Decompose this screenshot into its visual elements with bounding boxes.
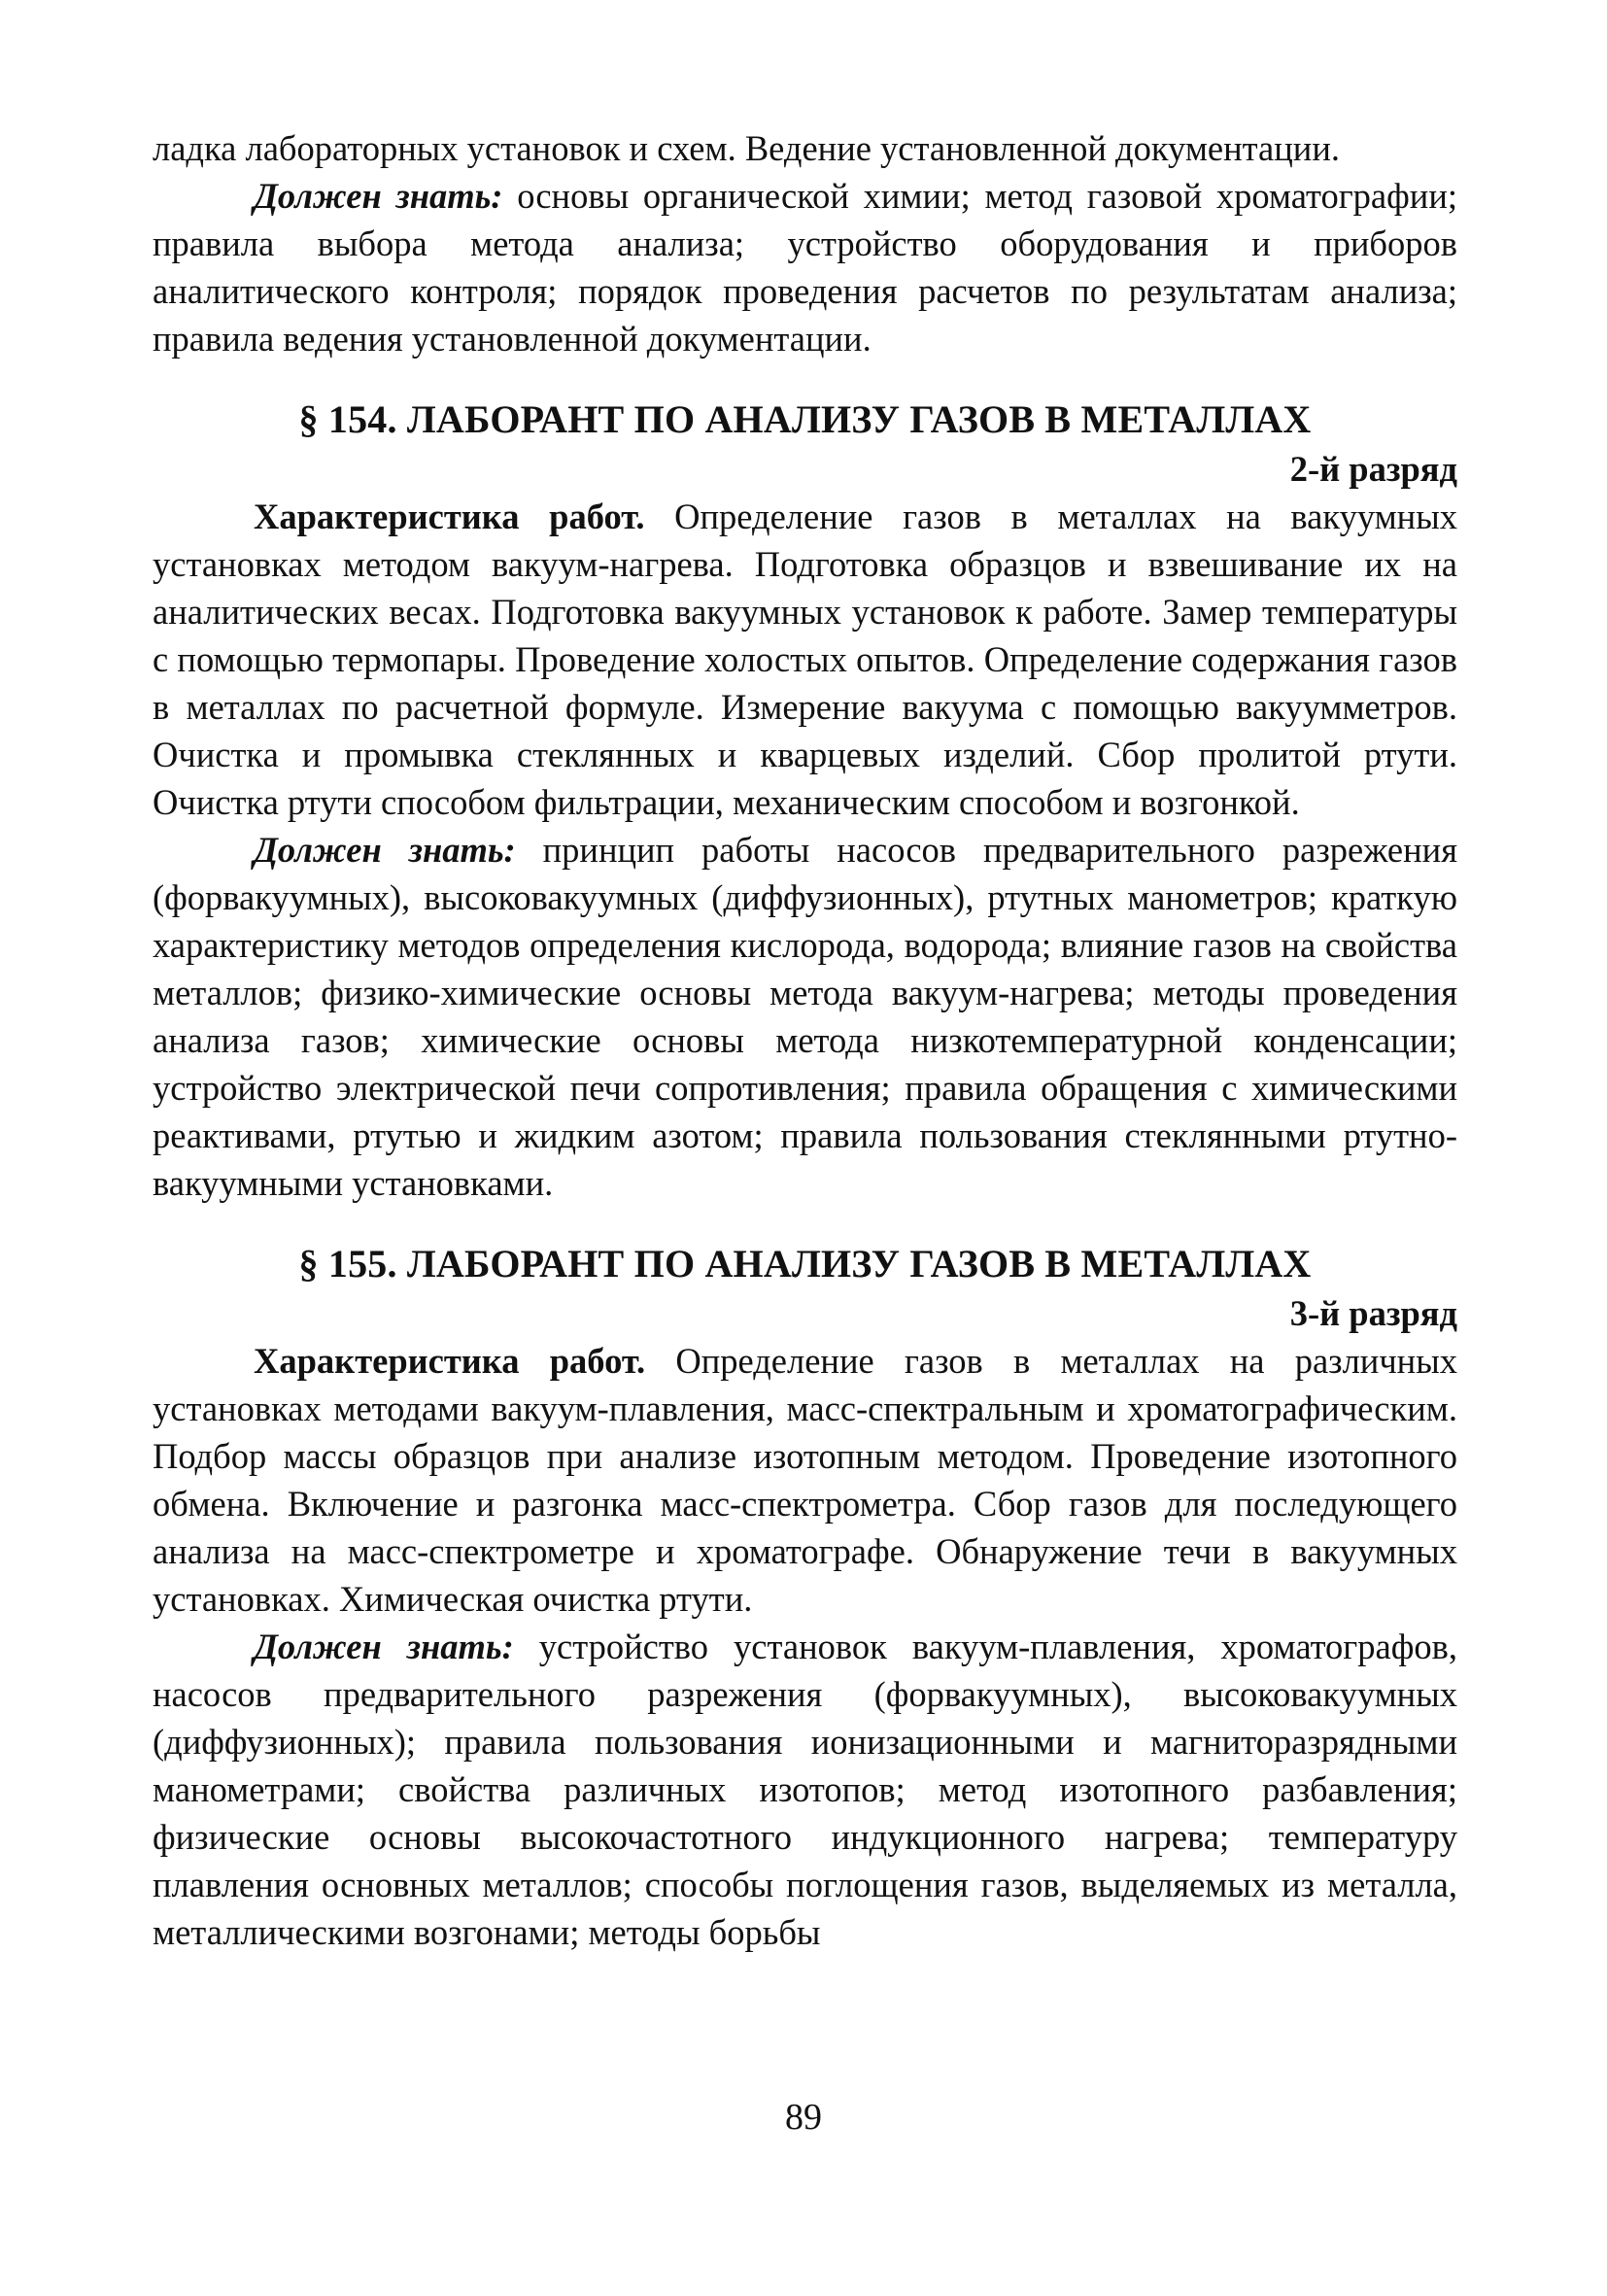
work-characteristic-155 (153, 1337, 1457, 1623)
section-title-155: § 155. ЛАБОРАНТ ПО АНАЛИЗУ ГАЗОВ В МЕТАЛЛАХ (298, 1242, 1312, 1285)
work-lead-155: Характеристика работ. (254, 1341, 646, 1381)
section-grade-154: 2-й разряд (1289, 449, 1457, 489)
knowledge-text-155: устройство установок вакуум-плавления, хроматографов, насосов предварительного разрежения (форвакуумных), высоковакуумных (диффузионных); правила пользования ионизационными и магниторазрядными манометрами; свойства различных изотопов; метод изотопного разбавления; физические основы высокочастотного индукционного нагрева; температуру плавления основных металлов; способы поглощения газов, выделяемых из металла, металлическими возгонами; методы борьбы (153, 1627, 1457, 1952)
work-text-154: Определение газов в металлах на вакуумных установках методом вакуум-нагрева. Подготовка образцов и взвешивание их на аналитических весах. Подготовка вакуумных установок к работе. Замер температуры с помощью термопары. Проведение холостых опытов. Определение содержания газов в металлах по расчетной формуле. Измерение вакуума с помощью вакуумметров. Очистка и промывка стеклянных и кварцевых изделий. Сбор пролитой ртути. Очистка ртути способом фильтрации, механическим способом и возгонкой. (153, 497, 1457, 822)
prev-knowledge-paragraph (153, 172, 1457, 362)
prev-knowledge-text: основы органической химии; метод газовой хроматографии; правила выбора метода анализа; устройство оборудования и приборов аналитического контроля; порядок проведения расчетов по результатам анализа; правила ведения установленной документации. (153, 176, 1457, 359)
knowledge-154 (153, 826, 1457, 1207)
prev-knowledge-lead: Должен знать: (254, 176, 503, 216)
knowledge-lead-155: Должен знать: (254, 1627, 514, 1666)
work-characteristic-154 (153, 493, 1457, 826)
document-page (153, 124, 1457, 1956)
knowledge-text-154: принцип работы насосов предварительного разрежения (форвакуумных), высоковакуумных (диффузионных), ртутных манометров; краткую характеристику методов определения кислорода, водорода; влияние газов на свойства металлов; физико-химические основы метода вакуум-нагрева; методы проведения анализа газов; химические основы метода низкотемпературной конденсации; устройство электрической печи сопротивления; правила обращения с химическими реактивами, ртутью и жидким азотом; правила пользования стеклянными ртутно-вакуумными установками. (153, 830, 1457, 1203)
work-lead-154: Характеристика работ. (254, 497, 645, 536)
knowledge-lead-154: Должен знать: (254, 830, 516, 870)
knowledge-155 (153, 1623, 1457, 1956)
section-title-154: § 154. ЛАБОРАНТ ПО АНАЛИЗУ ГАЗОВ В МЕТАЛЛАХ (298, 397, 1312, 441)
section-grade-155: 3-й разряд (1289, 1293, 1457, 1333)
continuation-paragraph: ладка лабораторных установок и схем. Ведение установленной документации. (153, 128, 1340, 168)
page-number: 89 (785, 2097, 822, 2138)
work-text-155: Определение газов в металлах на различных установках методами вакуум-плавления, масс-спектральным и хроматографическим. Подбор массы образцов при анализе изотопным методом. Проведение изотопного обмена. Включение и разгонка масс-спектрометра. Сбор газов для последующего анализа на масс-спектрометре и хроматографе. Обнаружение течи в вакуумных установках. Химическая очистка ртути. (153, 1341, 1457, 1619)
